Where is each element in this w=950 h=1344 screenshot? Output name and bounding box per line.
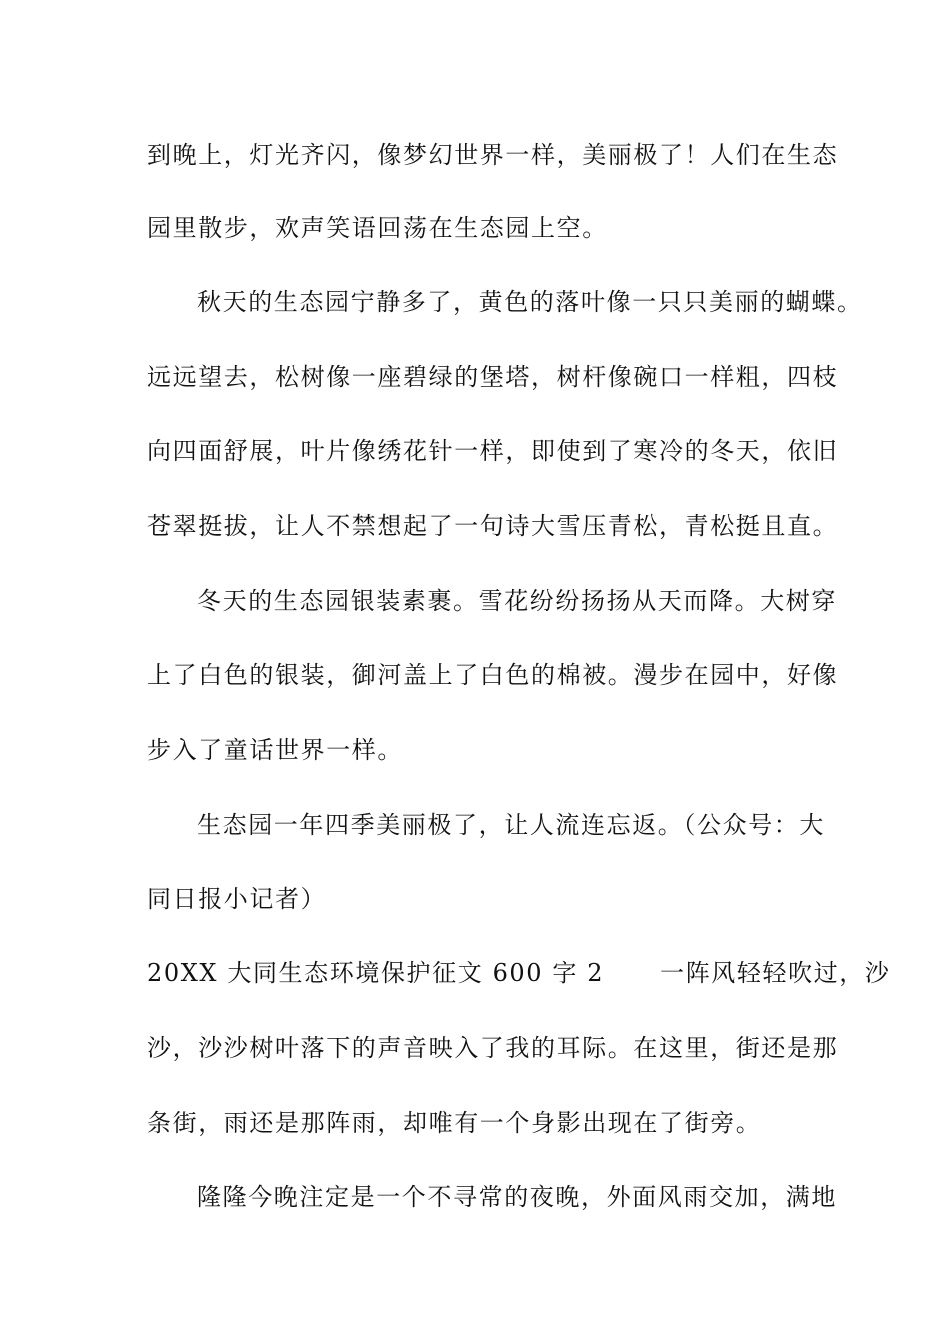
paragraph-line: 隆隆今晚注定是一个不寻常的夜晚，外面风雨交加，满地 (197, 1183, 837, 1211)
paragraph-line: 生态园一年四季美丽极了，让人流连忘返。（公众号：大 (197, 811, 825, 839)
paragraph-line: 苍翠挺拔，让人不禁想起了一句诗大雪压青松，青松挺且直。 (147, 512, 839, 540)
paragraph-line: 条街，雨还是那阵雨，却唯有一个身影出现在了街旁。 (147, 1109, 762, 1137)
paragraph-line: 上了白色的银装，御河盖上了白色的棉被。漫步在园中，好像 (147, 661, 839, 689)
paragraph-line: 沙，沙沙树叶落下的声音映入了我的耳际。在这里，街还是那 (147, 1034, 839, 1062)
paragraph-line: 到晚上，灯光齐闪，像梦幻世界一样，美丽极了！人们在生态 (147, 141, 839, 169)
paragraph-start: 一阵风轻轻吹过，沙 (660, 959, 891, 987)
paragraph-line: 同日报小记者） (147, 885, 327, 913)
paragraph-line: 向四面舒展，叶片像绣花针一样，即使到了寒冷的冬天，依旧 (147, 437, 839, 465)
paragraph-line: 远远望去，松树像一座碧绿的堡塔，树杆像碗口一样粗，四枝 (147, 363, 839, 391)
paragraph-line: 冬天的生态园银装素裹。雪花纷纷扬扬从天而降。大树穿 (197, 587, 837, 615)
essay-heading: 20XX 大同生态环境保护征文 600 字 2 (147, 959, 605, 987)
paragraph-line: 步入了童话世界一样。 (147, 736, 403, 764)
paragraph-line: 园里散步，欢声笑语回荡在生态园上空。 (147, 214, 608, 242)
heading-line (147, 958, 891, 988)
paragraph-line: 秋天的生态园宁静多了，黄色的落叶像一只只美丽的蝴蝶。 (197, 288, 863, 316)
